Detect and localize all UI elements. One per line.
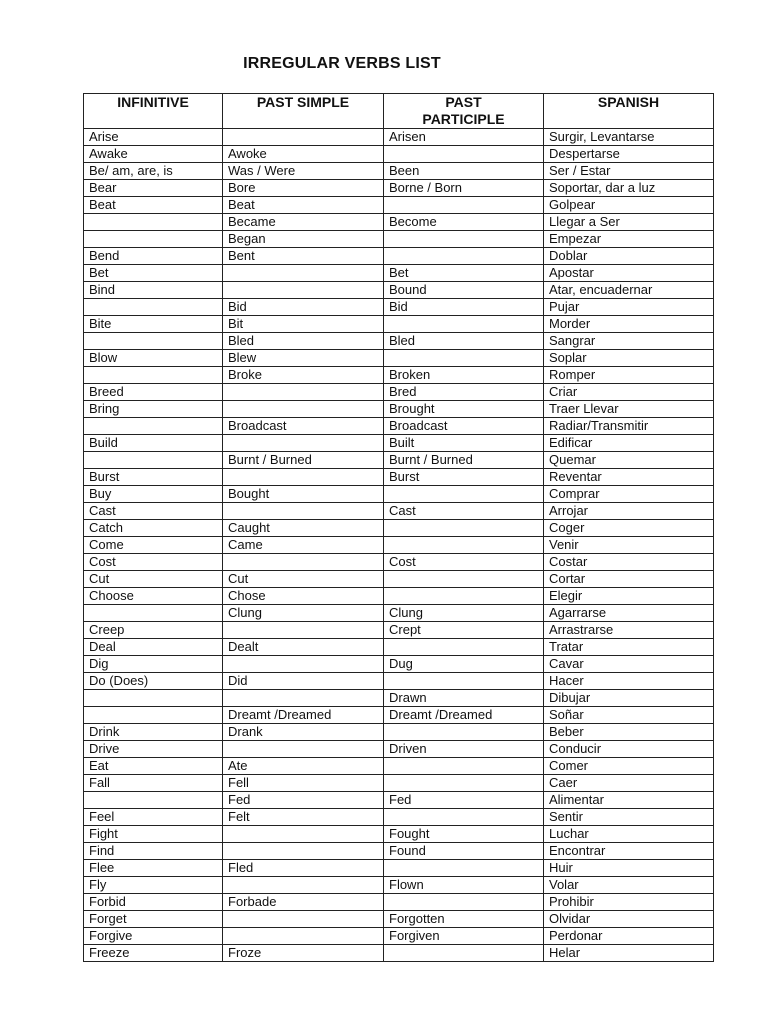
cell-spanish: Sentir xyxy=(544,809,714,826)
cell-past-simple: Broadcast xyxy=(223,418,384,435)
cell-past-simple: Forbade xyxy=(223,894,384,911)
table-body xyxy=(84,129,714,962)
cell-spanish: Caer xyxy=(544,775,714,792)
cell-infinitive: Buy xyxy=(84,486,223,503)
cell-spanish: Luchar xyxy=(544,826,714,843)
cell-past-simple xyxy=(223,656,384,673)
cell-spanish: Venir xyxy=(544,537,714,554)
cell-past-simple: Bought xyxy=(223,486,384,503)
cell-past-simple: Felt xyxy=(223,809,384,826)
cell-past-participle xyxy=(384,724,544,741)
cell-past-participle: Flown xyxy=(384,877,544,894)
cell-spanish: Soportar, dar a luz xyxy=(544,180,714,197)
cell-infinitive: Bet xyxy=(84,265,223,282)
cell-infinitive: Catch xyxy=(84,520,223,537)
cell-past-simple: Fed xyxy=(223,792,384,809)
cell-past-participle: Fought xyxy=(384,826,544,843)
cell-infinitive: Arise xyxy=(84,129,223,146)
table-row xyxy=(84,928,714,945)
cell-past-participle: Drawn xyxy=(384,690,544,707)
cell-past-participle: Arisen xyxy=(384,129,544,146)
cell-spanish: Huir xyxy=(544,860,714,877)
cell-past-participle xyxy=(384,197,544,214)
cell-spanish: Prohibir xyxy=(544,894,714,911)
cell-past-participle xyxy=(384,588,544,605)
cell-spanish: Comer xyxy=(544,758,714,775)
cell-spanish: Ser / Estar xyxy=(544,163,714,180)
table-row xyxy=(84,622,714,639)
cell-spanish: Elegir xyxy=(544,588,714,605)
table-row xyxy=(84,316,714,333)
table-row xyxy=(84,384,714,401)
cell-spanish: Volar xyxy=(544,877,714,894)
cell-past-simple: Bent xyxy=(223,248,384,265)
table-row xyxy=(84,656,714,673)
cell-spanish: Quemar xyxy=(544,452,714,469)
cell-past-simple: Bore xyxy=(223,180,384,197)
cell-infinitive xyxy=(84,367,223,384)
cell-infinitive: Creep xyxy=(84,622,223,639)
cell-infinitive xyxy=(84,299,223,316)
cell-past-participle xyxy=(384,673,544,690)
cell-past-simple: Dreamt /Dreamed xyxy=(223,707,384,724)
cell-past-simple: Awoke xyxy=(223,146,384,163)
column-header-past-simple: PAST SIMPLE xyxy=(223,94,384,129)
irregular-verbs-table xyxy=(83,93,714,962)
table-row xyxy=(84,775,714,792)
cell-infinitive: Awake xyxy=(84,146,223,163)
cell-infinitive: Blow xyxy=(84,350,223,367)
cell-infinitive: Be/ am, are, is xyxy=(84,163,223,180)
cell-past-participle: Driven xyxy=(384,741,544,758)
cell-past-participle: Been xyxy=(384,163,544,180)
cell-infinitive: Beat xyxy=(84,197,223,214)
cell-infinitive: Come xyxy=(84,537,223,554)
cell-infinitive: Do (Does) xyxy=(84,673,223,690)
cell-infinitive: Fall xyxy=(84,775,223,792)
cell-past-simple xyxy=(223,265,384,282)
cell-past-simple: Fell xyxy=(223,775,384,792)
cell-infinitive xyxy=(84,690,223,707)
table-row xyxy=(84,724,714,741)
table-row xyxy=(84,248,714,265)
cell-past-participle: Bled xyxy=(384,333,544,350)
cell-past-participle: Broadcast xyxy=(384,418,544,435)
cell-spanish: Arrojar xyxy=(544,503,714,520)
cell-infinitive: Forgive xyxy=(84,928,223,945)
cell-infinitive: Forbid xyxy=(84,894,223,911)
cell-past-participle: Become xyxy=(384,214,544,231)
cell-spanish: Hacer xyxy=(544,673,714,690)
cell-spanish: Apostar xyxy=(544,265,714,282)
cell-spanish: Edificar xyxy=(544,435,714,452)
table-row xyxy=(84,129,714,146)
cell-infinitive: Cost xyxy=(84,554,223,571)
table-row xyxy=(84,588,714,605)
cell-past-simple: Ate xyxy=(223,758,384,775)
cell-past-participle xyxy=(384,758,544,775)
cell-spanish: Atar, encuadernar xyxy=(544,282,714,299)
cell-spanish: Agarrarse xyxy=(544,605,714,622)
cell-infinitive: Drive xyxy=(84,741,223,758)
cell-past-participle: Found xyxy=(384,843,544,860)
cell-infinitive: Bear xyxy=(84,180,223,197)
cell-spanish: Coger xyxy=(544,520,714,537)
cell-spanish: Beber xyxy=(544,724,714,741)
cell-past-simple: Fled xyxy=(223,860,384,877)
cell-past-simple: Was / Were xyxy=(223,163,384,180)
cell-spanish: Traer Llevar xyxy=(544,401,714,418)
cell-past-simple: Did xyxy=(223,673,384,690)
cell-infinitive: Eat xyxy=(84,758,223,775)
cell-past-simple: Beat xyxy=(223,197,384,214)
cell-infinitive: Burst xyxy=(84,469,223,486)
table-row xyxy=(84,435,714,452)
cell-spanish: Morder xyxy=(544,316,714,333)
cell-past-participle xyxy=(384,894,544,911)
cell-past-simple xyxy=(223,401,384,418)
cell-past-participle xyxy=(384,945,544,962)
table-row xyxy=(84,605,714,622)
cell-infinitive: Deal xyxy=(84,639,223,656)
cell-infinitive: Dig xyxy=(84,656,223,673)
cell-spanish: Comprar xyxy=(544,486,714,503)
cell-infinitive xyxy=(84,214,223,231)
cell-past-participle xyxy=(384,537,544,554)
cell-past-simple xyxy=(223,435,384,452)
table-row xyxy=(84,945,714,962)
table-row xyxy=(84,333,714,350)
cell-infinitive: Feel xyxy=(84,809,223,826)
cell-past-participle: Bid xyxy=(384,299,544,316)
table-row xyxy=(84,367,714,384)
cell-past-participle: Cast xyxy=(384,503,544,520)
cell-past-simple: Bit xyxy=(223,316,384,333)
table-row xyxy=(84,554,714,571)
cell-spanish: Soplar xyxy=(544,350,714,367)
cell-infinitive: Cast xyxy=(84,503,223,520)
table-row xyxy=(84,758,714,775)
cell-infinitive: Find xyxy=(84,843,223,860)
cell-past-participle xyxy=(384,486,544,503)
cell-infinitive: Fly xyxy=(84,877,223,894)
cell-past-participle xyxy=(384,639,544,656)
cell-past-simple: Came xyxy=(223,537,384,554)
cell-infinitive xyxy=(84,707,223,724)
cell-past-participle: Clung xyxy=(384,605,544,622)
cell-past-participle xyxy=(384,146,544,163)
cell-past-simple: Burnt / Burned xyxy=(223,452,384,469)
column-header-spanish: SPANISH xyxy=(544,94,714,129)
cell-past-participle: Dreamt /Dreamed xyxy=(384,707,544,724)
table-row xyxy=(84,401,714,418)
cell-infinitive xyxy=(84,231,223,248)
cell-past-participle: Crept xyxy=(384,622,544,639)
table-header xyxy=(84,94,714,129)
table-row xyxy=(84,265,714,282)
cell-past-simple xyxy=(223,826,384,843)
cell-past-simple xyxy=(223,554,384,571)
cell-past-participle: Bet xyxy=(384,265,544,282)
cell-past-simple xyxy=(223,741,384,758)
table-row xyxy=(84,860,714,877)
cell-past-simple xyxy=(223,843,384,860)
cell-past-simple xyxy=(223,928,384,945)
cell-spanish: Helar xyxy=(544,945,714,962)
table-row xyxy=(84,639,714,656)
cell-past-simple xyxy=(223,911,384,928)
cell-infinitive: Freeze xyxy=(84,945,223,962)
cell-spanish: Tratar xyxy=(544,639,714,656)
table-row xyxy=(84,741,714,758)
cell-past-simple: Chose xyxy=(223,588,384,605)
table-row xyxy=(84,843,714,860)
cell-past-simple: Broke xyxy=(223,367,384,384)
cell-infinitive: Fight xyxy=(84,826,223,843)
cell-past-participle: Cost xyxy=(384,554,544,571)
cell-past-simple: Cut xyxy=(223,571,384,588)
cell-past-participle: Burst xyxy=(384,469,544,486)
table-row xyxy=(84,197,714,214)
cell-spanish: Cavar xyxy=(544,656,714,673)
cell-spanish: Reventar xyxy=(544,469,714,486)
cell-spanish: Llegar a Ser xyxy=(544,214,714,231)
cell-past-participle: Forgiven xyxy=(384,928,544,945)
cell-spanish: Radiar/Transmitir xyxy=(544,418,714,435)
cell-past-simple xyxy=(223,129,384,146)
cell-spanish: Sangrar xyxy=(544,333,714,350)
cell-spanish: Arrastrarse xyxy=(544,622,714,639)
cell-past-participle xyxy=(384,775,544,792)
cell-past-participle xyxy=(384,520,544,537)
header-row xyxy=(84,94,714,129)
cell-spanish: Costar xyxy=(544,554,714,571)
cell-past-participle: Dug xyxy=(384,656,544,673)
table-row xyxy=(84,163,714,180)
table-row xyxy=(84,452,714,469)
page-title: IRREGULAR VERBS LIST xyxy=(243,55,441,72)
cell-past-simple: Bled xyxy=(223,333,384,350)
cell-past-participle: Broken xyxy=(384,367,544,384)
cell-past-participle xyxy=(384,231,544,248)
cell-infinitive: Build xyxy=(84,435,223,452)
cell-past-participle: Bound xyxy=(384,282,544,299)
table-row xyxy=(84,571,714,588)
cell-infinitive xyxy=(84,418,223,435)
cell-spanish: Cortar xyxy=(544,571,714,588)
table-row xyxy=(84,707,714,724)
cell-spanish: Criar xyxy=(544,384,714,401)
table-row xyxy=(84,503,714,520)
table-row xyxy=(84,350,714,367)
cell-past-simple xyxy=(223,384,384,401)
cell-infinitive: Flee xyxy=(84,860,223,877)
table-row xyxy=(84,690,714,707)
cell-past-participle xyxy=(384,809,544,826)
column-header-past-participle xyxy=(384,94,544,129)
cell-spanish: Pujar xyxy=(544,299,714,316)
cell-past-participle: Built xyxy=(384,435,544,452)
cell-past-participle: Burnt / Burned xyxy=(384,452,544,469)
cell-past-participle xyxy=(384,248,544,265)
table-row xyxy=(84,418,714,435)
cell-past-participle xyxy=(384,316,544,333)
cell-past-simple xyxy=(223,503,384,520)
cell-infinitive xyxy=(84,792,223,809)
cell-past-simple xyxy=(223,690,384,707)
cell-past-participle: Brought xyxy=(384,401,544,418)
table-row xyxy=(84,537,714,554)
cell-infinitive: Choose xyxy=(84,588,223,605)
cell-past-simple xyxy=(223,469,384,486)
cell-past-simple: Began xyxy=(223,231,384,248)
cell-spanish: Alimentar xyxy=(544,792,714,809)
table-row xyxy=(84,486,714,503)
cell-spanish: Surgir, Levantarse xyxy=(544,129,714,146)
cell-past-simple: Became xyxy=(223,214,384,231)
cell-spanish: Conducir xyxy=(544,741,714,758)
cell-infinitive xyxy=(84,333,223,350)
cell-past-participle xyxy=(384,350,544,367)
cell-past-simple: Drank xyxy=(223,724,384,741)
cell-spanish: Romper xyxy=(544,367,714,384)
cell-infinitive: Breed xyxy=(84,384,223,401)
cell-infinitive: Bend xyxy=(84,248,223,265)
cell-infinitive: Bring xyxy=(84,401,223,418)
cell-infinitive: Drink xyxy=(84,724,223,741)
cell-infinitive: Bind xyxy=(84,282,223,299)
table-row xyxy=(84,469,714,486)
cell-spanish: Soñar xyxy=(544,707,714,724)
cell-infinitive: Forget xyxy=(84,911,223,928)
table-row xyxy=(84,180,714,197)
cell-spanish: Golpear xyxy=(544,197,714,214)
cell-spanish: Dibujar xyxy=(544,690,714,707)
cell-past-simple xyxy=(223,877,384,894)
cell-past-participle xyxy=(384,571,544,588)
cell-past-participle: Bred xyxy=(384,384,544,401)
cell-past-simple: Froze xyxy=(223,945,384,962)
table-row xyxy=(84,792,714,809)
cell-infinitive xyxy=(84,605,223,622)
cell-spanish: Perdonar xyxy=(544,928,714,945)
cell-past-simple xyxy=(223,622,384,639)
table-row xyxy=(84,894,714,911)
table-row xyxy=(84,520,714,537)
cell-infinitive: Bite xyxy=(84,316,223,333)
cell-spanish: Despertarse xyxy=(544,146,714,163)
column-header-past-participle-line2: PARTICIPLE xyxy=(422,111,505,127)
cell-spanish: Doblar xyxy=(544,248,714,265)
cell-spanish: Olvidar xyxy=(544,911,714,928)
table-row xyxy=(84,146,714,163)
cell-infinitive xyxy=(84,452,223,469)
table-row xyxy=(84,911,714,928)
cell-spanish: Encontrar xyxy=(544,843,714,860)
table-row xyxy=(84,826,714,843)
cell-past-simple xyxy=(223,282,384,299)
cell-past-participle: Forgotten xyxy=(384,911,544,928)
table-row xyxy=(84,231,714,248)
cell-past-participle: Borne / Born xyxy=(384,180,544,197)
column-header-past-participle-line1: PAST xyxy=(445,94,482,110)
cell-spanish: Empezar xyxy=(544,231,714,248)
cell-past-participle xyxy=(384,860,544,877)
table-row xyxy=(84,809,714,826)
cell-past-simple: Dealt xyxy=(223,639,384,656)
table-row xyxy=(84,673,714,690)
cell-infinitive: Cut xyxy=(84,571,223,588)
cell-past-participle: Fed xyxy=(384,792,544,809)
cell-past-simple: Blew xyxy=(223,350,384,367)
cell-past-simple: Caught xyxy=(223,520,384,537)
cell-past-simple: Clung xyxy=(223,605,384,622)
table-row xyxy=(84,877,714,894)
cell-past-simple: Bid xyxy=(223,299,384,316)
table-row xyxy=(84,282,714,299)
table-row xyxy=(84,214,714,231)
column-header-infinitive: INFINITIVE xyxy=(84,94,223,129)
table-row xyxy=(84,299,714,316)
